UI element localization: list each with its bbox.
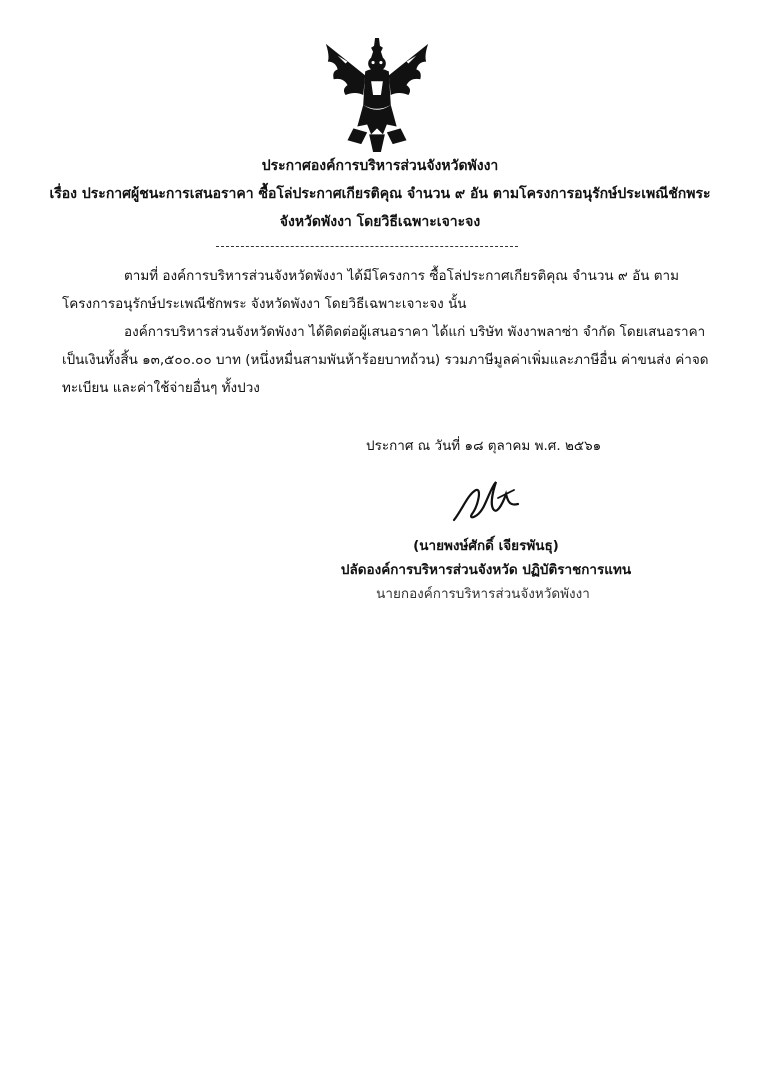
garuda-emblem-icon <box>318 36 436 154</box>
document-title: ประกาศองค์การบริหารส่วนจังหวัดพังงา <box>261 158 499 174</box>
signer-position-acting: นายกองค์การบริหารส่วนจังหวัดพังงา <box>376 586 590 602</box>
header-divider <box>216 246 518 247</box>
document-subject-cont: จังหวัดพังงา โดยวิธีเฉพาะเจาะจง <box>279 214 481 230</box>
document-subject: เรื่อง ประกาศผู้ชนะการเสนอราคา ซื้อโล่ประกาศเกียรติคุณ จำนวน ๙ อัน ตามโครงการอนุรักษ์ประเพณีชักพระ <box>49 186 711 202</box>
body-paragraph-2-line-2: เป็นเงินทั้งสิ้น ๑๓,๕๐๐.๐๐ บาท (หนึ่งหมื่นสามพันห้าร้อยบาทถ้วน) รวมภาษีมูลค่าเพิ่มและภาษีอื่น ค่าขนส่ง ค่าจด <box>62 352 709 368</box>
body-paragraph-2-line-3: ทะเบียน และค่าใช้จ่ายอื่นๆ ทั้งปวง <box>62 380 260 396</box>
body-paragraph-1-line-2: โครงการอนุรักษ์ประเพณีชักพระ จังหวัดพังงา โดยวิธีเฉพาะเจาะจง นั้น <box>62 296 467 312</box>
body-paragraph-2-line-1: องค์การบริหารส่วนจังหวัดพังงา ได้ติดต่อผู้เสนอราคา ได้แก่ บริษัท พังงาพลาซ่า จำกัด โดยเสนอราคา <box>124 324 706 340</box>
body-paragraph-1-line-1: ตามที่ องค์การบริหารส่วนจังหวัดพังงา ได้มีโครงการ ซื้อโล่ประกาศเกียรติคุณ จำนวน ๙ อัน ตาม <box>124 268 679 284</box>
signer-position: ปลัดองค์การบริหารส่วนจังหวัด ปฏิบัติราชการแทน <box>340 562 632 578</box>
handwritten-signature-icon <box>448 476 524 532</box>
announcement-date: ประกาศ ณ วันที่ ๑๘ ตุลาคม พ.ศ. ๒๕๖๑ <box>366 438 602 454</box>
signer-name: (นายพงษ์ศักดิ์ เจียรพันธุ) <box>413 538 559 554</box>
